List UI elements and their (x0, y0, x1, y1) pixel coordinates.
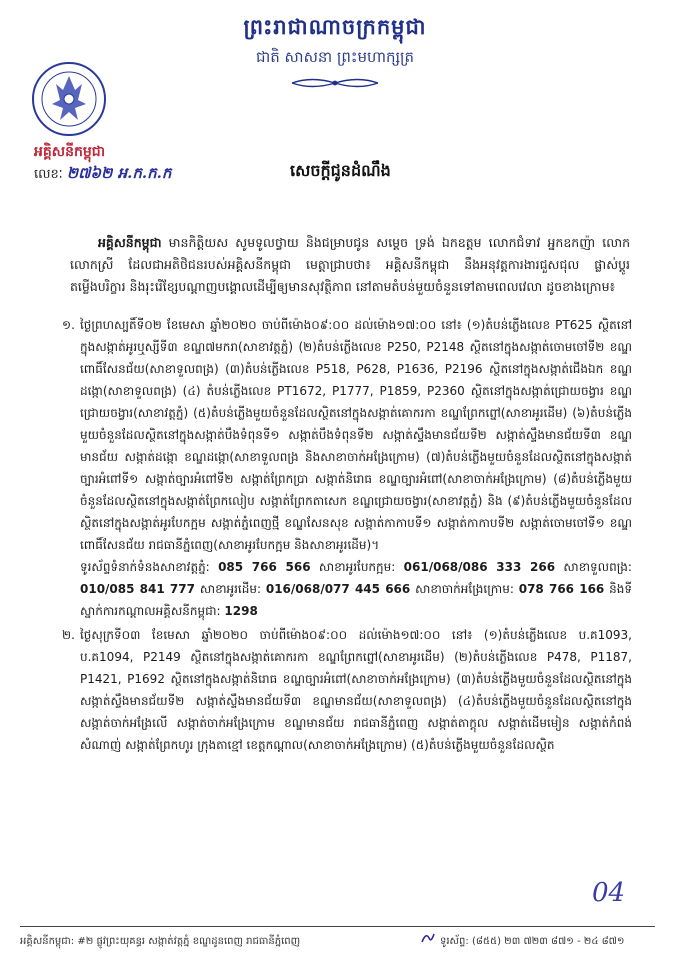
contact-number: 085 766 566 (218, 560, 311, 574)
reference-line (34, 164, 171, 186)
footer-divider (20, 926, 655, 927)
item-number: ១. (62, 318, 75, 332)
footer-address: អគ្គិសនីកម្ពុជា: #២ ផ្លូវព្រះយុគន្ធរ សង្កាត់វត្តភ្នំ ខណ្ឌដូនពេញ រាជធានីភ្នំពេញ (20, 936, 301, 947)
contact-number: 1298 (224, 604, 258, 618)
footer-phone: ទូរស័ព្ទ: (៨៥៥) ២៣ ៧២៣ ៨៧១ - ២៤ ៨៧១ (440, 936, 625, 947)
list-item (62, 314, 632, 622)
contact-number: 016/068/077 445 666 (265, 582, 411, 596)
handwritten-page-number: 04 (592, 878, 626, 908)
intro-org-name: អគ្គិសនីកម្ពុជា (98, 235, 162, 250)
contact-number: 078 766 166 (518, 582, 605, 596)
item-contacts (80, 556, 632, 622)
item-number: ២. (62, 628, 75, 642)
national-motto: ជាតិ សាសនា ព្រះមហាក្សត្រ (255, 48, 415, 66)
reference-label: លេខៈ (34, 167, 63, 182)
kingdom-heading: ព្រះរាជាណាចក្រកម្ពុជា (243, 15, 427, 39)
contact-label: សាខាអូរដើម: (199, 582, 261, 596)
contact-number: 061/068/086 333 266 (403, 560, 556, 574)
signature-mark-icon (420, 930, 436, 946)
organization-name: អគ្គិសនីកម្ពុជា (34, 144, 106, 160)
contact-label: និងទីស្នាក់ការកណ្ដាលអគ្គិសនីកម្ពុជា: (80, 582, 632, 618)
contact-label: ទូរស័ព្ទទំនាក់ទំនងសាខាវត្តភ្នំ: (80, 560, 210, 574)
intro-text: មានកិត្តិយស សូមទូលថ្វាយ និងជម្រាបជូន សម្ដេច ទ្រង់ ឯកឧត្តម លោកជំទាវ អ្នកឧកញ៉ា លោក លោកស្រី ដែលជាអតិថិជនរបស់អគ្គិសនីកម្ពុជា មេត្តាជ្រាបថា៖ អគ្គិសនីកម្ពុជា នឹងអនុវត្តការងារជួសជុល ផ្លាស់ប្ដូរ តម្លើងបរិក្ខារ និងរុះរើខ្សែបណ្ដាញបង្គោលដើម្បីឲ្យមានសុវត្ថិភាព នៅតាមតំបន់មួយចំនួនទៅតាមពេលវេលា ដូចខាងក្រោម៖ (70, 235, 630, 294)
ornament-divider-icon (290, 76, 380, 90)
intro-paragraph (70, 232, 630, 298)
contact-number: 010/085 841 777 (80, 582, 195, 596)
contact-label: សាខាទួលពង្រ: (563, 560, 632, 574)
reference-number: ២៧៦២ អ.ក.ក.ក (66, 164, 172, 182)
notice-list (62, 314, 632, 758)
list-item (62, 624, 632, 756)
item-text: ថ្ងៃសុក្រទី០៣ ខែមេសា ឆ្នាំ២០២០ ចាប់ពីម៉ោង០៩:០០ ដល់ម៉ោង១៧:០០ នៅ៖ (១)តំបន់ភ្លើងលេខ ប.គ1093, ប.គ1094, P2149 ស្ថិតនៅក្នុងសង្កាត់គោករកា ខណ្ឌព្រែកព្នៅ(សាខាអូរដើម) (២)តំបន់ភ្លើងលេខ P478, P1187, P1421, P1692 ស្ថិតនៅក្នុងសង្កាត់និរោធ ខណ្ឌច្បារអំពៅ(សាខាចាក់អង្រែក្រោម) (៣)តំបន់ភ្លើងមួយចំនួនដែលស្ថិតនៅក្នុងសង្កាត់ស្ទឹងមានជ័យទី២ សង្កាត់ស្ទឹងមានជ័យទី៣ ខណ្ឌមានជ័យ(សាខាទួលពង្រ) (៤)តំបន់ភ្លើងមួយចំនួនដែលស្ថិតនៅក្នុងសង្កាត់ចាក់អង្រែលើ សង្កាត់ចាក់អង្រែក្រោម ខណ្ឌមានជ័យ រាជធានីភ្នំពេញ សង្កាត់តាក្ដុល សង្កាត់ដើមមៀន សង្កាត់កំពង់សំណាញ់ សង្កាត់ព្រែកហូរ ក្រុងតាខ្មៅ ខេត្តកណ្ដាល(សាខាចាក់អង្រែក្រោម) (៥)តំបន់ភ្លើងមួយចំនួនដែលស្ថិត (80, 628, 632, 752)
document-title: សេចក្ដីជូនដំណឹង (290, 161, 391, 180)
item-text: ថ្ងៃព្រហស្បតិ៍ទី០២ ខែមេសា ឆ្នាំ២០២០ ចាប់ពីម៉ោង០៩:០០ ដល់ម៉ោង១៧:០០ នៅ៖ (១)តំបន់ភ្លើងលេខ PT625 ស្ថិតនៅក្នុងសង្កាត់អូរឬស្សីទី៣ ខណ្ឌ៧មករា(សាខាវត្តភ្នំ) (២)តំបន់ភ្លើងលេខ P250, P2148 ស្ថិតនៅក្នុងសង្កាត់ចោមចៅទី២ ខណ្ឌពោធិ៍សែនជ័យ(សាខាទួលពង្រ) (៣)តំបន់ភ្លើងលេខ P518, P628, P1636, P2196 ស្ថិតនៅក្នុងសង្កាត់ជើងឯក ខណ្ឌដង្កោ(សាខាទួលពង្រ) (៤) តំបន់ភ្លើងលេខ PT1672, P1777, P1859, P2360 ស្ថិតនៅក្នុងសង្កាត់ជ្រោយចង្វារ ខណ្ឌជ្រោយចង្វារ(សាខាវត្តភ្នំ) (៥)តំបន់ភ្លើងមួយចំនួនដែលស្ថិតនៅក្នុងសង្កាត់គោករកា ខណ្ឌព្រែកព្នៅ(សាខាអូរដើម) (៦)តំបន់ភ្លើងមួយចំនួនដែលស្ថិតនៅក្នុងសង្កាត់បឹងទំពុនទី១ សង្កាត់បឹងទំពុនទី២ សង្កាត់ស្ទឹងមានជ័យទី២ សង្កាត់ស្ទឹងមានជ័យទី៣ ខណ្ឌមានជ័យ សង្កាត់ដង្កោ ខណ្ឌដង្កោ(សាខាទួលពង្រ និងសាខាចាក់អង្រែក្រោម) (៧)តំបន់ភ្លើងមួយចំនួនដែលស្ថិតនៅក្នុងសង្កាត់ច្បារអំពៅទី១ សង្កាត់ច្បារអំពៅទី២ សង្កាត់ព្រែកប្រា សង្កាត់និរោធ ខណ្ឌច្បារអំពៅ(សាខាចាក់អង្រែក្រោម) (៨)តំបន់ភ្លើងមួយចំនួនដែលស្ថិតនៅក្នុងសង្កាត់ព្រែកលៀប សង្កាត់ព្រែកតាសេក ខណ្ឌជ្រោយចង្វារ(សាខាវត្តភ្នំ) និង (៩)តំបន់ភ្លើងមួយចំនួនដែលស្ថិតនៅក្នុងសង្កាត់អូរបែកក្អម សង្កាត់ភ្នំពេញថ្មី ខណ្ឌសែនសុខ សង្កាត់កាកាបទី១ សង្កាត់កាកាបទី២ សង្កាត់ចោមចៅទី១ ខណ្ឌពោធិ៍សែនជ័យ រាជធានីភ្នំពេញ(សាខាអូរបែកក្អម និងសាខាអូរដើម)។ (80, 318, 632, 552)
edc-seal-logo-icon (30, 60, 108, 138)
contact-label: សាខាអូរបែកក្អម: (318, 560, 396, 574)
contact-label: សាខាចាក់អង្រែក្រោម: (415, 582, 514, 596)
